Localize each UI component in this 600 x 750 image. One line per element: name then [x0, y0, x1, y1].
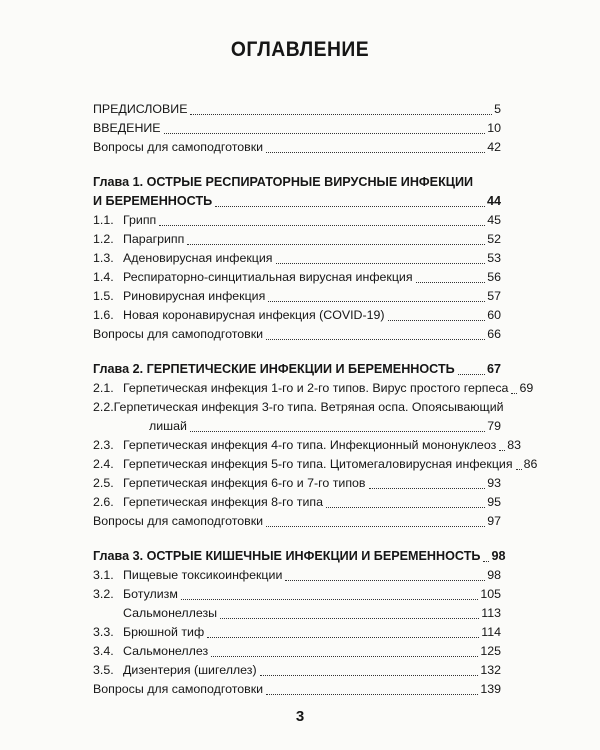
toc-page-number: 79: [487, 419, 501, 433]
toc-entry-label: 3.4. Сальмонеллез: [93, 644, 209, 658]
toc-page-number: 125: [480, 644, 501, 658]
leader-dots: [159, 225, 485, 226]
toc-entry-label: Вопросы для самоподготовки: [93, 140, 264, 154]
table-of-contents: [93, 100, 538, 699]
toc-entry[interactable]: [93, 211, 501, 230]
leader-dots: [483, 561, 489, 562]
leader-dots: [181, 599, 478, 600]
toc-page-number: 10: [487, 121, 501, 135]
leader-dots: [516, 469, 522, 470]
toc-page-number: 53: [487, 251, 501, 265]
chapter-1-title-line1[interactable]: Глава 1. ОСТРЫЕ РЕСПИРАТОРНЫЕ ВИРУСНЫЕ ИНФЕКЦИИ: [93, 175, 474, 189]
toc-entry-label: 2.1. Герпетическая инфекция 1-го и 2-го типов. Вирус простого герпеса: [93, 381, 509, 395]
toc-entry[interactable]: [93, 268, 501, 287]
toc-entry-label: Вопросы для самоподготовки: [93, 327, 264, 341]
chapter-2-title: Глава 2. ГЕРПЕТИЧЕСКИЕ ИНФЕКЦИИ И БЕРЕМЕННОСТЬ: [93, 362, 455, 376]
leader-dots: [416, 282, 486, 283]
toc-entry-questions[interactable]: [93, 512, 501, 531]
toc-page-number: 113: [481, 606, 501, 620]
chapter-3-heading[interactable]: [93, 547, 506, 566]
leader-dots: [190, 114, 492, 115]
toc-entry[interactable]: [93, 642, 501, 661]
toc-entry-preface[interactable]: [93, 100, 501, 119]
leader-dots: [215, 206, 485, 207]
toc-entry-label: 1.2. Парагрипп: [93, 232, 185, 246]
toc-page-number: 132: [480, 663, 501, 677]
chapter-1-title-line2: И БЕРЕМЕННОСТЬ: [93, 194, 213, 208]
leader-dots: [220, 618, 479, 619]
page-title: ОГЛАВЛЕНИЕ: [230, 38, 370, 61]
toc-page-number: 57: [487, 289, 501, 303]
leader-dots: [187, 244, 485, 245]
leader-dots: [369, 488, 486, 489]
toc-entry-label: 2.3. Герпетическая инфекция 4-го типа. Инфекционный мононуклеоз: [93, 438, 497, 452]
toc-entry-label: 2.4. Герпетическая инфекция 5-го типа. Цитомегаловирусная инфекция: [93, 457, 513, 471]
leader-dots: [164, 133, 486, 134]
toc-entry-introduction[interactable]: [93, 119, 501, 138]
toc-entry[interactable]: [93, 455, 538, 474]
leader-dots: [499, 450, 505, 451]
toc-page-number: 83: [507, 438, 522, 452]
toc-entry-label: Вопросы для самоподготовки: [93, 682, 264, 696]
toc-page-number: 98: [491, 549, 506, 563]
toc-page-number: 98: [487, 568, 501, 582]
toc-entry[interactable]: [93, 306, 501, 325]
toc-page-number: 67: [486, 362, 501, 376]
leader-dots: [388, 320, 486, 321]
toc-page-number: 56: [487, 270, 501, 284]
toc-page-number: 52: [487, 232, 501, 246]
toc-page-number: 66: [487, 327, 501, 341]
toc-entry[interactable]: 2.2.Герпетическая инфекция 3-го типа. Ветряная оспа. Опоясывающий: [93, 400, 504, 414]
toc-entry-label: Герпетическая инфекция 3-го типа. Ветряная оспа. Опоясывающий: [113, 400, 504, 414]
toc-entry-label: 2.6. Герпетическая инфекция 8-го типа: [93, 495, 323, 509]
leader-dots: [458, 374, 485, 375]
toc-page-number: 114: [481, 625, 501, 639]
toc-page-number: 69: [519, 381, 534, 395]
toc-entry-label: 3.3. Брюшной тиф: [93, 625, 205, 639]
toc-entry-label: 1.3. Аденовирусная инфекция: [93, 251, 273, 265]
toc-entry[interactable]: [93, 623, 501, 642]
toc-entry[interactable]: [93, 585, 501, 604]
toc-entry-questions[interactable]: [93, 325, 501, 344]
toc-page-number: 44: [486, 194, 501, 208]
toc-entry-label: 3.2. Ботулизм: [93, 587, 178, 601]
toc-entry-label: 1.1. Грипп: [93, 213, 157, 227]
toc-page-number: 139: [480, 682, 501, 696]
page-number: 3: [295, 708, 305, 725]
toc-entry[interactable]: [93, 436, 522, 455]
toc-entry[interactable]: [93, 287, 501, 306]
toc-entry-label: Вопросы для самоподготовки: [93, 514, 264, 528]
toc-entry[interactable]: [93, 379, 534, 398]
toc-entry[interactable]: [93, 474, 501, 493]
leader-dots: [266, 152, 485, 153]
toc-entry-label: 3.1. Пищевые токсикоинфекции: [93, 568, 283, 582]
leader-dots: [190, 431, 485, 432]
leader-dots: [285, 580, 485, 581]
toc-page-number: 93: [487, 476, 501, 490]
toc-entry-questions[interactable]: [93, 138, 501, 157]
toc-entry[interactable]: [93, 566, 501, 585]
toc-page-number: 105: [480, 587, 501, 601]
toc-entry-label: Сальмонеллезы: [123, 606, 218, 620]
leader-dots: [511, 393, 517, 394]
toc-entry-label: ПРЕДИСЛОВИЕ: [93, 102, 188, 116]
chapter-2-heading[interactable]: [93, 360, 501, 379]
leader-dots: [207, 637, 479, 638]
toc-entry[interactable]: [93, 249, 501, 268]
leader-dots: [211, 656, 478, 657]
toc-page-number: 45: [487, 213, 501, 227]
toc-page-number: 95: [487, 495, 501, 509]
toc-page-number: 42: [487, 140, 501, 154]
toc-entry-label: лишай: [149, 419, 187, 433]
toc-page-number: 60: [487, 308, 501, 322]
toc-page-number: 97: [487, 514, 501, 528]
toc-entry[interactable]: [93, 661, 501, 680]
toc-page-number: 86: [523, 457, 538, 471]
toc-entry-label: 1.5. Риновирусная инфекция: [93, 289, 266, 303]
toc-entry-label: 1.4. Респираторно-синцитиальная вирусная инфекция: [93, 270, 413, 284]
leader-dots: [276, 263, 486, 264]
leader-dots: [326, 507, 485, 508]
toc-entry[interactable]: [93, 230, 501, 249]
toc-entry-continuation[interactable]: [93, 417, 501, 436]
leader-dots: [266, 526, 485, 527]
toc-entry[interactable]: [93, 604, 501, 623]
toc-entry-label: 1.6. Новая коронавирусная инфекция (COVID-19): [93, 308, 385, 322]
toc-entry-label: 2.5. Герпетическая инфекция 6-го и 7-го типов: [93, 476, 366, 490]
leader-dots: [268, 301, 485, 302]
chapter-3-title: Глава 3. ОСТРЫЕ КИШЕЧНЫЕ ИНФЕКЦИИ И БЕРЕМЕННОСТЬ: [93, 549, 481, 563]
leader-dots: [260, 675, 479, 676]
toc-entry[interactable]: [93, 493, 501, 512]
toc-entry-questions[interactable]: [93, 680, 501, 699]
toc-entry-label: ВВЕДЕНИЕ: [93, 121, 161, 135]
toc-entry-label: 3.5. Дизентерия (шигеллез): [93, 663, 257, 677]
leader-dots: [266, 694, 478, 695]
chapter-1-heading[interactable]: [93, 192, 501, 211]
leader-dots: [266, 339, 485, 340]
toc-page-number: 5: [494, 102, 501, 116]
